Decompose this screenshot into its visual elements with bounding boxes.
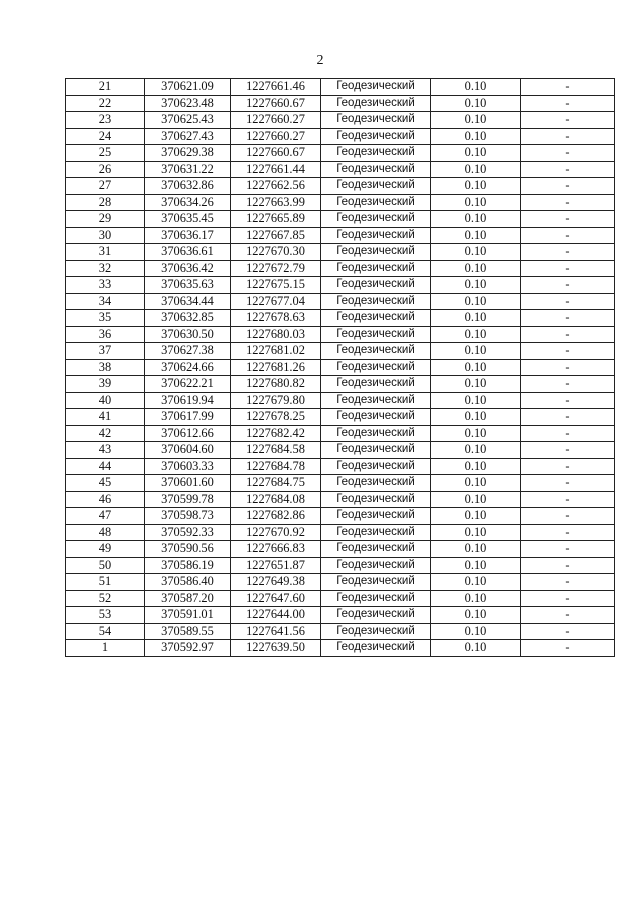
x-coordinate-cell: 370636.42 <box>145 260 231 277</box>
method-cell: Геодезический <box>321 128 431 145</box>
method-cell: Геодезический <box>321 392 431 409</box>
method-cell: Геодезический <box>321 211 431 228</box>
table-row <box>66 260 615 277</box>
description-cell: - <box>521 425 615 442</box>
table-row <box>66 475 615 492</box>
table-row <box>66 409 615 426</box>
table-row <box>66 508 615 525</box>
point-number-cell: 49 <box>66 541 145 558</box>
y-coordinate-cell: 1227660.67 <box>231 145 321 162</box>
method-cell: Геодезический <box>321 194 431 211</box>
x-coordinate-cell: 370592.33 <box>145 524 231 541</box>
y-coordinate-cell: 1227678.63 <box>231 310 321 327</box>
accuracy-cell: 0.10 <box>431 326 521 343</box>
y-coordinate-cell: 1227644.00 <box>231 607 321 624</box>
x-coordinate-cell: 370632.86 <box>145 178 231 195</box>
method-cell: Геодезический <box>321 607 431 624</box>
accuracy-cell: 0.10 <box>431 227 521 244</box>
description-cell: - <box>521 458 615 475</box>
description-cell: - <box>521 491 615 508</box>
accuracy-cell: 0.10 <box>431 178 521 195</box>
x-coordinate-cell: 370630.50 <box>145 326 231 343</box>
accuracy-cell: 0.10 <box>431 623 521 640</box>
description-cell: - <box>521 95 615 112</box>
table-row <box>66 194 615 211</box>
point-number-cell: 25 <box>66 145 145 162</box>
y-coordinate-cell: 1227677.04 <box>231 293 321 310</box>
y-coordinate-cell: 1227660.27 <box>231 128 321 145</box>
description-cell: - <box>521 293 615 310</box>
description-cell: - <box>521 128 615 145</box>
y-coordinate-cell: 1227684.08 <box>231 491 321 508</box>
y-coordinate-cell: 1227660.27 <box>231 112 321 129</box>
accuracy-cell: 0.10 <box>431 79 521 96</box>
table-row <box>66 590 615 607</box>
method-cell: Геодезический <box>321 376 431 393</box>
accuracy-cell: 0.10 <box>431 145 521 162</box>
table-row <box>66 161 615 178</box>
accuracy-cell: 0.10 <box>431 409 521 426</box>
method-cell: Геодезический <box>321 326 431 343</box>
y-coordinate-cell: 1227661.46 <box>231 79 321 96</box>
accuracy-cell: 0.10 <box>431 541 521 558</box>
y-coordinate-cell: 1227639.50 <box>231 640 321 657</box>
y-coordinate-cell: 1227680.03 <box>231 326 321 343</box>
method-cell: Геодезический <box>321 343 431 360</box>
table-row <box>66 491 615 508</box>
description-cell: - <box>521 326 615 343</box>
coordinates-table <box>65 78 615 657</box>
method-cell: Геодезический <box>321 442 431 459</box>
method-cell: Геодезический <box>321 227 431 244</box>
point-number-cell: 47 <box>66 508 145 525</box>
point-number-cell: 36 <box>66 326 145 343</box>
x-coordinate-cell: 370634.44 <box>145 293 231 310</box>
point-number-cell: 26 <box>66 161 145 178</box>
table-row <box>66 178 615 195</box>
accuracy-cell: 0.10 <box>431 590 521 607</box>
x-coordinate-cell: 370604.60 <box>145 442 231 459</box>
y-coordinate-cell: 1227684.58 <box>231 442 321 459</box>
point-number-cell: 37 <box>66 343 145 360</box>
method-cell: Геодезический <box>321 95 431 112</box>
x-coordinate-cell: 370632.85 <box>145 310 231 327</box>
description-cell: - <box>521 524 615 541</box>
point-number-cell: 22 <box>66 95 145 112</box>
point-number-cell: 46 <box>66 491 145 508</box>
point-number-cell: 52 <box>66 590 145 607</box>
accuracy-cell: 0.10 <box>431 392 521 409</box>
x-coordinate-cell: 370586.19 <box>145 557 231 574</box>
y-coordinate-cell: 1227661.44 <box>231 161 321 178</box>
description-cell: - <box>521 623 615 640</box>
method-cell: Геодезический <box>321 277 431 294</box>
point-number-cell: 30 <box>66 227 145 244</box>
accuracy-cell: 0.10 <box>431 491 521 508</box>
y-coordinate-cell: 1227649.38 <box>231 574 321 591</box>
point-number-cell: 34 <box>66 293 145 310</box>
method-cell: Геодезический <box>321 425 431 442</box>
point-number-cell: 23 <box>66 112 145 129</box>
point-number-cell: 41 <box>66 409 145 426</box>
accuracy-cell: 0.10 <box>431 574 521 591</box>
x-coordinate-cell: 370631.22 <box>145 161 231 178</box>
point-number-cell: 33 <box>66 277 145 294</box>
description-cell: - <box>521 194 615 211</box>
x-coordinate-cell: 370627.38 <box>145 343 231 360</box>
description-cell: - <box>521 607 615 624</box>
y-coordinate-cell: 1227684.75 <box>231 475 321 492</box>
y-coordinate-cell: 1227684.78 <box>231 458 321 475</box>
x-coordinate-cell: 370623.48 <box>145 95 231 112</box>
description-cell: - <box>521 227 615 244</box>
table-row <box>66 458 615 475</box>
table-row <box>66 326 615 343</box>
point-number-cell: 29 <box>66 211 145 228</box>
x-coordinate-cell: 370617.99 <box>145 409 231 426</box>
y-coordinate-cell: 1227641.56 <box>231 623 321 640</box>
y-coordinate-cell: 1227667.85 <box>231 227 321 244</box>
table-row <box>66 95 615 112</box>
accuracy-cell: 0.10 <box>431 376 521 393</box>
x-coordinate-cell: 370586.40 <box>145 574 231 591</box>
point-number-cell: 32 <box>66 260 145 277</box>
table-row <box>66 227 615 244</box>
table-row <box>66 145 615 162</box>
method-cell: Геодезический <box>321 524 431 541</box>
table-row <box>66 524 615 541</box>
table-row <box>66 112 615 129</box>
description-cell: - <box>521 145 615 162</box>
method-cell: Геодезический <box>321 475 431 492</box>
table-row <box>66 343 615 360</box>
description-cell: - <box>521 590 615 607</box>
y-coordinate-cell: 1227666.83 <box>231 541 321 558</box>
point-number-cell: 31 <box>66 244 145 261</box>
table-row <box>66 310 615 327</box>
point-number-cell: 54 <box>66 623 145 640</box>
y-coordinate-cell: 1227647.60 <box>231 590 321 607</box>
x-coordinate-cell: 370635.63 <box>145 277 231 294</box>
description-cell: - <box>521 260 615 277</box>
point-number-cell: 24 <box>66 128 145 145</box>
method-cell: Геодезический <box>321 310 431 327</box>
x-coordinate-cell: 370589.55 <box>145 623 231 640</box>
point-number-cell: 1 <box>66 640 145 657</box>
description-cell: - <box>521 475 615 492</box>
accuracy-cell: 0.10 <box>431 161 521 178</box>
description-cell: - <box>521 409 615 426</box>
table-row <box>66 557 615 574</box>
description-cell: - <box>521 79 615 96</box>
method-cell: Геодезический <box>321 557 431 574</box>
description-cell: - <box>521 343 615 360</box>
y-coordinate-cell: 1227663.99 <box>231 194 321 211</box>
table-row <box>66 79 615 96</box>
description-cell: - <box>521 359 615 376</box>
accuracy-cell: 0.10 <box>431 607 521 624</box>
table-row <box>66 607 615 624</box>
table-row <box>66 359 615 376</box>
accuracy-cell: 0.10 <box>431 211 521 228</box>
method-cell: Геодезический <box>321 178 431 195</box>
accuracy-cell: 0.10 <box>431 293 521 310</box>
method-cell: Геодезический <box>321 491 431 508</box>
point-number-cell: 44 <box>66 458 145 475</box>
accuracy-cell: 0.10 <box>431 194 521 211</box>
table-row <box>66 442 615 459</box>
method-cell: Геодезический <box>321 293 431 310</box>
accuracy-cell: 0.10 <box>431 425 521 442</box>
accuracy-cell: 0.10 <box>431 557 521 574</box>
y-coordinate-cell: 1227662.56 <box>231 178 321 195</box>
description-cell: - <box>521 161 615 178</box>
accuracy-cell: 0.10 <box>431 95 521 112</box>
table-row <box>66 376 615 393</box>
table-row <box>66 128 615 145</box>
description-cell: - <box>521 310 615 327</box>
x-coordinate-cell: 370592.97 <box>145 640 231 657</box>
x-coordinate-cell: 370625.43 <box>145 112 231 129</box>
y-coordinate-cell: 1227672.79 <box>231 260 321 277</box>
x-coordinate-cell: 370599.78 <box>145 491 231 508</box>
table-row <box>66 541 615 558</box>
description-cell: - <box>521 244 615 261</box>
x-coordinate-cell: 370636.61 <box>145 244 231 261</box>
method-cell: Геодезический <box>321 145 431 162</box>
x-coordinate-cell: 370587.20 <box>145 590 231 607</box>
x-coordinate-cell: 370636.17 <box>145 227 231 244</box>
page-number: 2 <box>316 53 324 68</box>
point-number-cell: 51 <box>66 574 145 591</box>
y-coordinate-cell: 1227675.15 <box>231 277 321 294</box>
x-coordinate-cell: 370635.45 <box>145 211 231 228</box>
x-coordinate-cell: 370619.94 <box>145 392 231 409</box>
x-coordinate-cell: 370598.73 <box>145 508 231 525</box>
method-cell: Геодезический <box>321 590 431 607</box>
accuracy-cell: 0.10 <box>431 359 521 376</box>
description-cell: - <box>521 178 615 195</box>
y-coordinate-cell: 1227682.86 <box>231 508 321 525</box>
method-cell: Геодезический <box>321 79 431 96</box>
y-coordinate-cell: 1227678.25 <box>231 409 321 426</box>
method-cell: Геодезический <box>321 112 431 129</box>
accuracy-cell: 0.10 <box>431 260 521 277</box>
description-cell: - <box>521 557 615 574</box>
method-cell: Геодезический <box>321 359 431 376</box>
y-coordinate-cell: 1227651.87 <box>231 557 321 574</box>
point-number-cell: 39 <box>66 376 145 393</box>
description-cell: - <box>521 574 615 591</box>
accuracy-cell: 0.10 <box>431 112 521 129</box>
x-coordinate-cell: 370601.60 <box>145 475 231 492</box>
y-coordinate-cell: 1227681.02 <box>231 343 321 360</box>
y-coordinate-cell: 1227660.67 <box>231 95 321 112</box>
description-cell: - <box>521 376 615 393</box>
x-coordinate-cell: 370634.26 <box>145 194 231 211</box>
method-cell: Геодезический <box>321 161 431 178</box>
point-number-cell: 40 <box>66 392 145 409</box>
table-row <box>66 293 615 310</box>
method-cell: Геодезический <box>321 640 431 657</box>
y-coordinate-cell: 1227680.82 <box>231 376 321 393</box>
table-row <box>66 392 615 409</box>
method-cell: Геодезический <box>321 541 431 558</box>
table-row <box>66 640 615 657</box>
accuracy-cell: 0.10 <box>431 640 521 657</box>
accuracy-cell: 0.10 <box>431 277 521 294</box>
y-coordinate-cell: 1227665.89 <box>231 211 321 228</box>
description-cell: - <box>521 211 615 228</box>
accuracy-cell: 0.10 <box>431 244 521 261</box>
point-number-cell: 48 <box>66 524 145 541</box>
point-number-cell: 42 <box>66 425 145 442</box>
x-coordinate-cell: 370590.56 <box>145 541 231 558</box>
table-row <box>66 244 615 261</box>
point-number-cell: 27 <box>66 178 145 195</box>
x-coordinate-cell: 370622.21 <box>145 376 231 393</box>
y-coordinate-cell: 1227679.80 <box>231 392 321 409</box>
description-cell: - <box>521 508 615 525</box>
description-cell: - <box>521 541 615 558</box>
point-number-cell: 35 <box>66 310 145 327</box>
x-coordinate-cell: 370621.09 <box>145 79 231 96</box>
point-number-cell: 38 <box>66 359 145 376</box>
accuracy-cell: 0.10 <box>431 524 521 541</box>
point-number-cell: 50 <box>66 557 145 574</box>
description-cell: - <box>521 277 615 294</box>
y-coordinate-cell: 1227670.30 <box>231 244 321 261</box>
method-cell: Геодезический <box>321 409 431 426</box>
accuracy-cell: 0.10 <box>431 442 521 459</box>
method-cell: Геодезический <box>321 260 431 277</box>
description-cell: - <box>521 392 615 409</box>
method-cell: Геодезический <box>321 623 431 640</box>
x-coordinate-cell: 370624.66 <box>145 359 231 376</box>
table-row <box>66 211 615 228</box>
table-row <box>66 623 615 640</box>
point-number-cell: 43 <box>66 442 145 459</box>
method-cell: Геодезический <box>321 244 431 261</box>
method-cell: Геодезический <box>321 574 431 591</box>
accuracy-cell: 0.10 <box>431 343 521 360</box>
accuracy-cell: 0.10 <box>431 128 521 145</box>
accuracy-cell: 0.10 <box>431 458 521 475</box>
table-row <box>66 574 615 591</box>
description-cell: - <box>521 112 615 129</box>
method-cell: Геодезический <box>321 458 431 475</box>
description-cell: - <box>521 442 615 459</box>
accuracy-cell: 0.10 <box>431 475 521 492</box>
table-row <box>66 277 615 294</box>
description-cell: - <box>521 640 615 657</box>
x-coordinate-cell: 370627.43 <box>145 128 231 145</box>
table-row <box>66 425 615 442</box>
x-coordinate-cell: 370591.01 <box>145 607 231 624</box>
point-number-cell: 53 <box>66 607 145 624</box>
point-number-cell: 45 <box>66 475 145 492</box>
point-number-cell: 28 <box>66 194 145 211</box>
x-coordinate-cell: 370603.33 <box>145 458 231 475</box>
accuracy-cell: 0.10 <box>431 508 521 525</box>
method-cell: Геодезический <box>321 508 431 525</box>
y-coordinate-cell: 1227682.42 <box>231 425 321 442</box>
point-number-cell: 21 <box>66 79 145 96</box>
x-coordinate-cell: 370629.38 <box>145 145 231 162</box>
y-coordinate-cell: 1227681.26 <box>231 359 321 376</box>
x-coordinate-cell: 370612.66 <box>145 425 231 442</box>
y-coordinate-cell: 1227670.92 <box>231 524 321 541</box>
coordinates-table-body <box>66 79 615 657</box>
accuracy-cell: 0.10 <box>431 310 521 327</box>
